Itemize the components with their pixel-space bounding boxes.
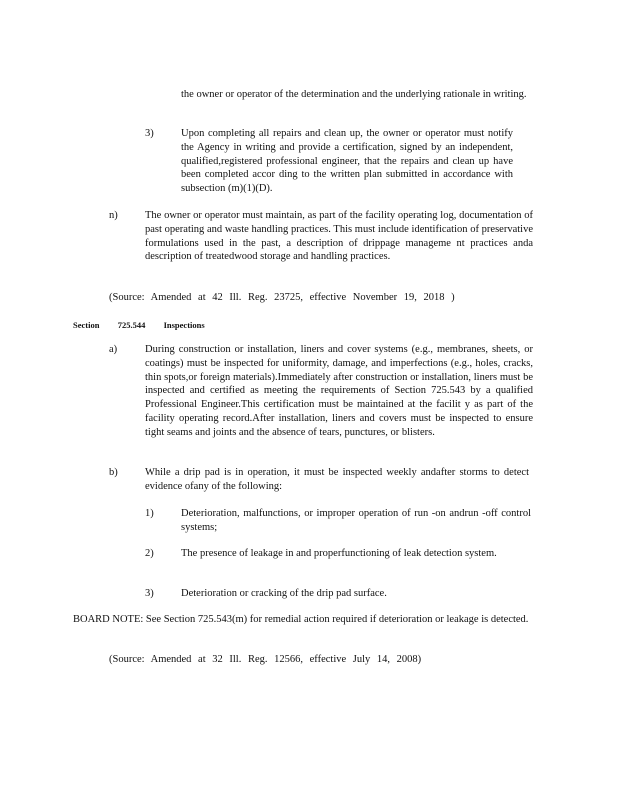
source-note-2: (Source: Amended at 32 Ill. Reg. 12566, effective July 14, 2008) xyxy=(109,654,422,665)
sub-item-1-label: 1) xyxy=(145,508,154,519)
item-m3-label: 3) xyxy=(145,128,154,139)
section-heading xyxy=(73,320,205,330)
item-b-text: While a drip pad is in operation, it must be inspected weekly andafter storms to detect evidence ofany of the following: xyxy=(145,467,529,492)
item-a-text: During construction or installation, liners and cover systems (e.g., membranes, sheets, or coatings) must be inspected for uniformity, damage, and imperfections (e.g., holes, cracks, thin spots,or foreign materials).Immediately after construction or installation, liners must be inspected and certified as meeting the requirements of Section 725.543 by a qualified Professional Engineer.This certification must be maintained at the facilit y as part of the facility operating record.After installation, liners and covers must be inspected to ensure tight seams and joints and the absence of tears, punctures, or blisters. xyxy=(145,344,533,438)
sub-item-2-label: 2) xyxy=(145,548,154,559)
section-title: Inspections xyxy=(163,320,205,330)
section-prefix: Section xyxy=(73,320,100,330)
item-m3-text: Upon completing all repairs and clean up, the owner or operator must notify the Agency in writing and provide a certification, signed by an independent, qualified,registered professional engineer, that the repairs and clean up have been completed accor ding to the written plan submitted in accordance with subsection (m)(1)(D). xyxy=(181,128,513,195)
section-number: 725.544 xyxy=(117,320,146,330)
item-a-label: a) xyxy=(109,344,118,355)
sub-item-1-text: Deterioration, malfunctions, or improper operation of run -on andrun -off control systems; xyxy=(181,508,531,533)
continued-paragraph: the owner or operator of the determination and the underlying rationale in writing. xyxy=(181,89,527,100)
sub-item-3-label: 3) xyxy=(145,588,154,599)
sub-item-2-text: The presence of leakage in and properfunctioning of leak detection system. xyxy=(181,548,497,559)
sub-item-3-text: Deterioration or cracking of the drip pad surface. xyxy=(181,588,387,599)
board-note: BOARD NOTE: See Section 725.543(m) for remedial action required if deterioration or leakage is detected. xyxy=(73,614,529,625)
item-n-text: The owner or operator must maintain, as part of the facility operating log, documentation of past operating and waste handling practices. This must include identification of preservative formulations used in the past, a description of drippage manageme nt practices anda description of treatedwood storage and handling practices. xyxy=(145,210,533,263)
item-b-label: b) xyxy=(109,467,118,478)
item-n-label: n) xyxy=(109,210,118,221)
source-note-1: (Source: Amended at 42 Ill. Reg. 23725, effective November 19, 2018 ) xyxy=(109,292,455,303)
